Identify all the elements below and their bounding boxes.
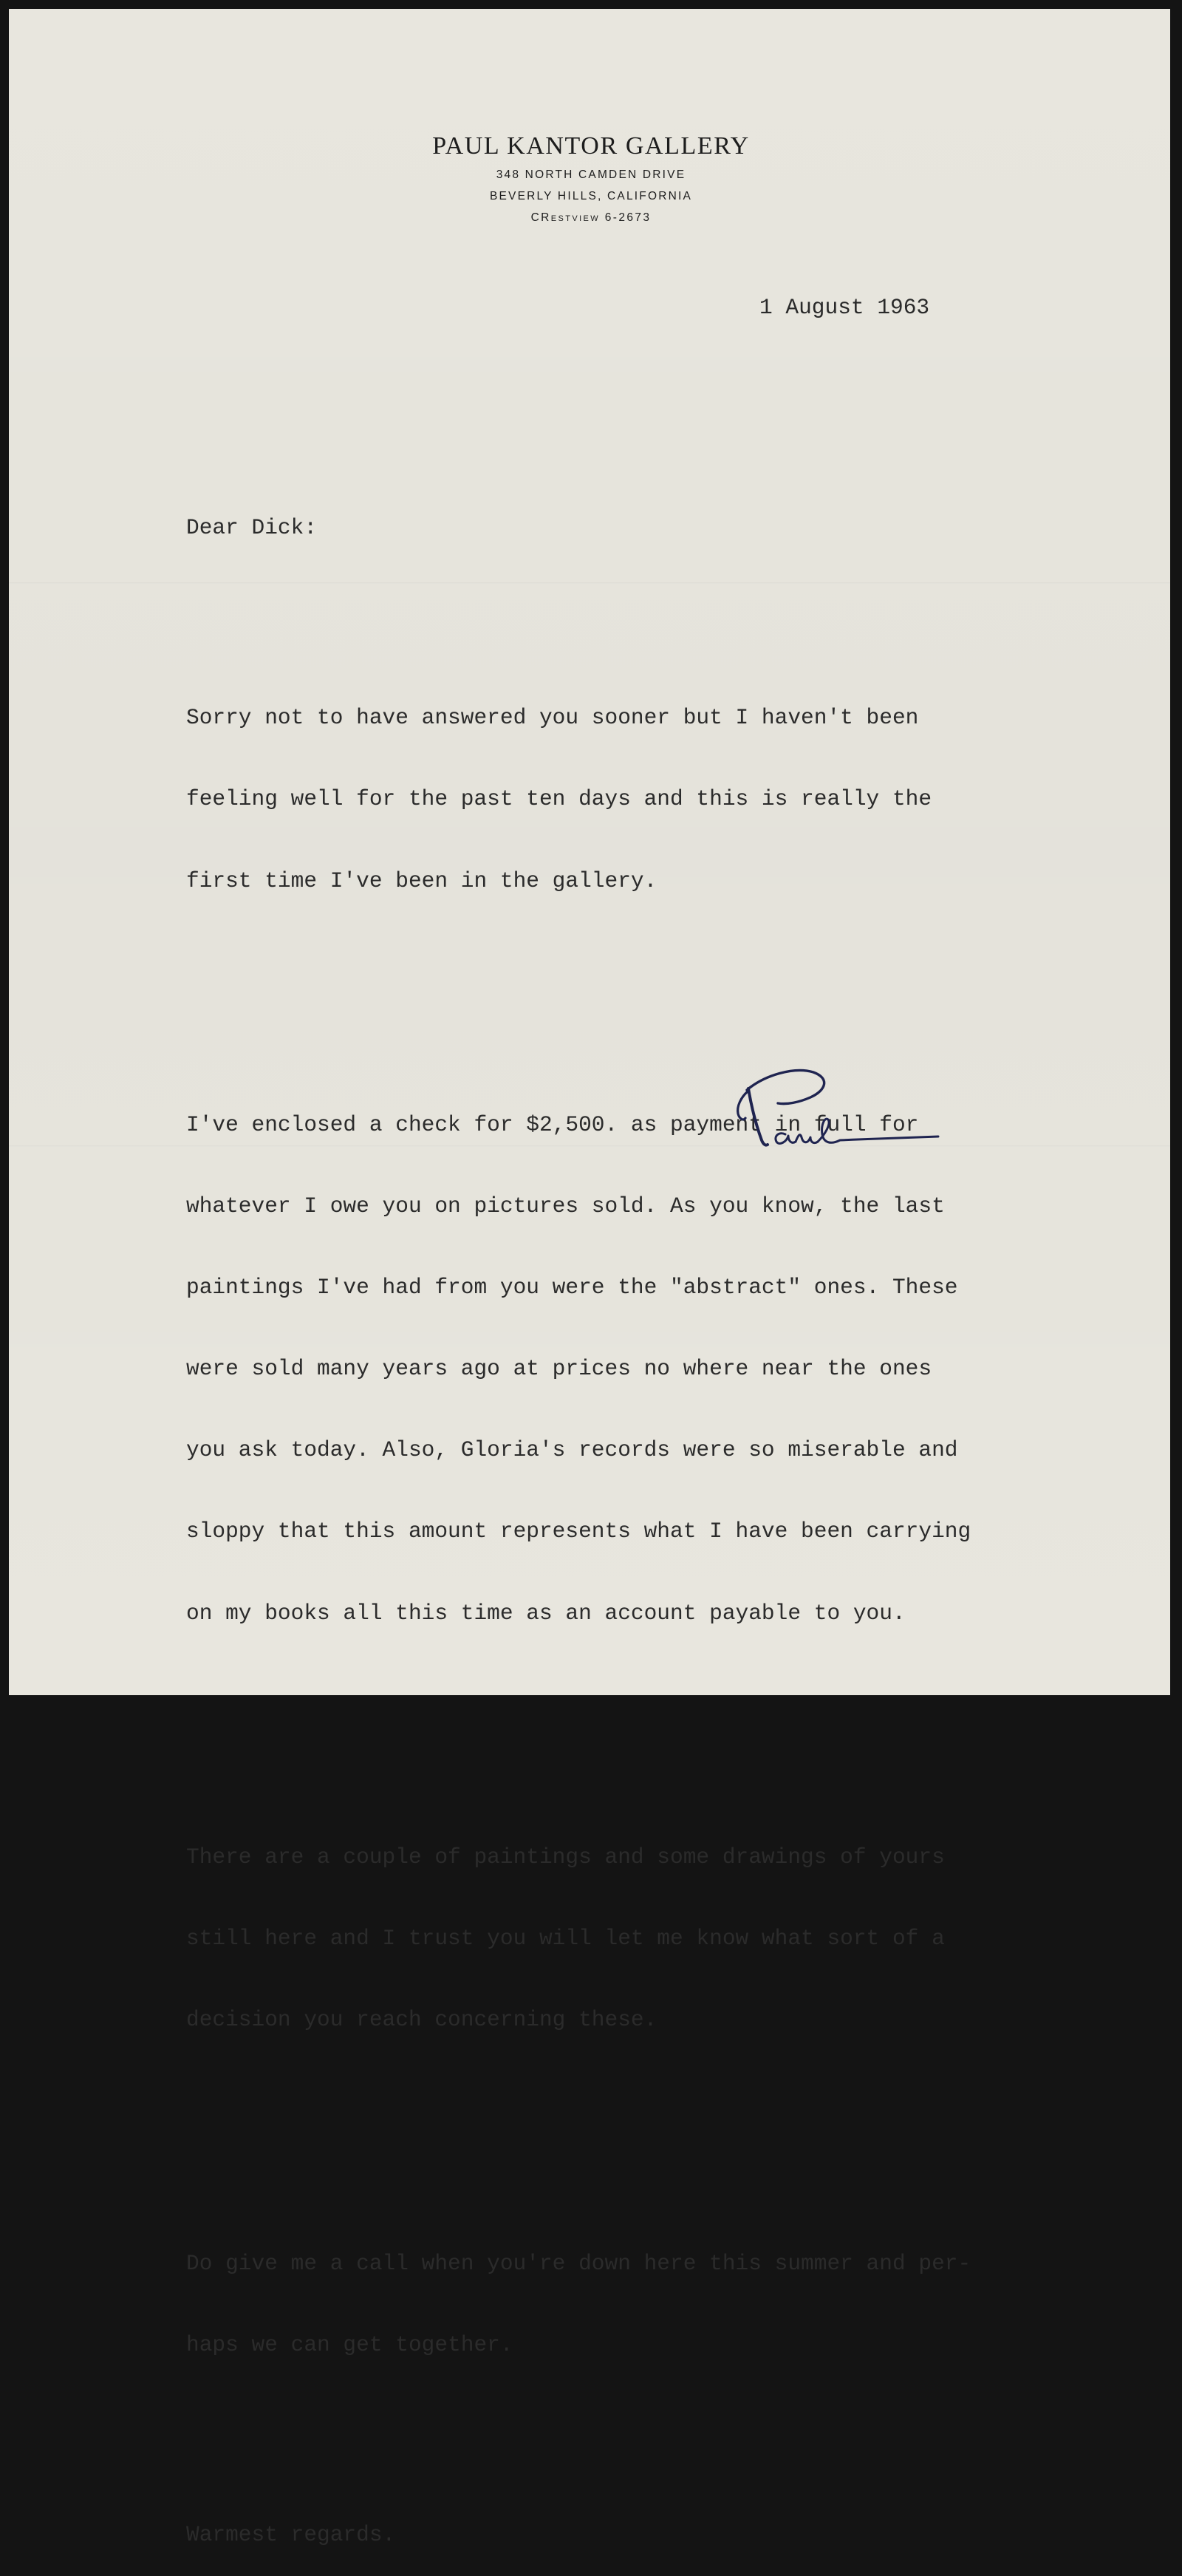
street-address: 348 NORTH CAMDEN DRIVE [496, 168, 686, 181]
paragraph-line: feeling well for the past ten days and this is really the [186, 786, 932, 812]
phone-number: CRestview 6-2673 [530, 211, 652, 224]
paragraph-line: whatever I owe you on pictures sold. As you know, the last [186, 1193, 945, 1219]
paragraph-line: first time I've been in the gallery. [186, 868, 657, 893]
letter-body [186, 460, 1073, 2576]
handwritten-signature [728, 1060, 949, 1164]
paragraph-line: I've enclosed a check for $2,500. as payment in full for [186, 1111, 919, 1137]
paragraph-4 [186, 2196, 1073, 2413]
paragraph-line: were sold many years ago at prices no where near the ones [186, 1356, 932, 1382]
paragraph-line: you ask today. Also, Gloria's records were so miserable and [186, 1437, 958, 1463]
salutation: Dear Dick: [186, 515, 318, 541]
paragraph-line: paintings I've had from you were the "abstract" ones. These [186, 1275, 958, 1301]
paragraph-line: Sorry not to have answered you sooner but I haven't been [186, 705, 919, 731]
paragraph-line: haps we can get together. [186, 2332, 513, 2358]
closing: Warmest regards. [186, 2522, 396, 2548]
paragraph-line: sloppy that this amount represents what I have been carrying [186, 1519, 971, 1544]
paragraph-1 [186, 650, 1073, 949]
letter-date: 1 August 1963 [759, 295, 930, 320]
letterhead [0, 132, 1182, 228]
paragraph-line: Do give me a call when you're down here this summer and per- [186, 2251, 971, 2277]
paragraph-line: There are a couple of paintings and some drawings of yours [186, 1844, 945, 1870]
paragraph-line: decision you reach concerning these. [186, 2007, 657, 2033]
paragraph-line: on my books all this time as an account payable to you. [186, 1600, 906, 1626]
paragraph-3 [186, 1789, 1073, 2088]
paragraph-line: still here and I trust you will let me know what sort of a [186, 1925, 945, 1951]
city-address: BEVERLY HILLS, CALIFORNIA [489, 190, 693, 202]
gallery-name: PAUL KANTOR GALLERY [432, 132, 750, 160]
